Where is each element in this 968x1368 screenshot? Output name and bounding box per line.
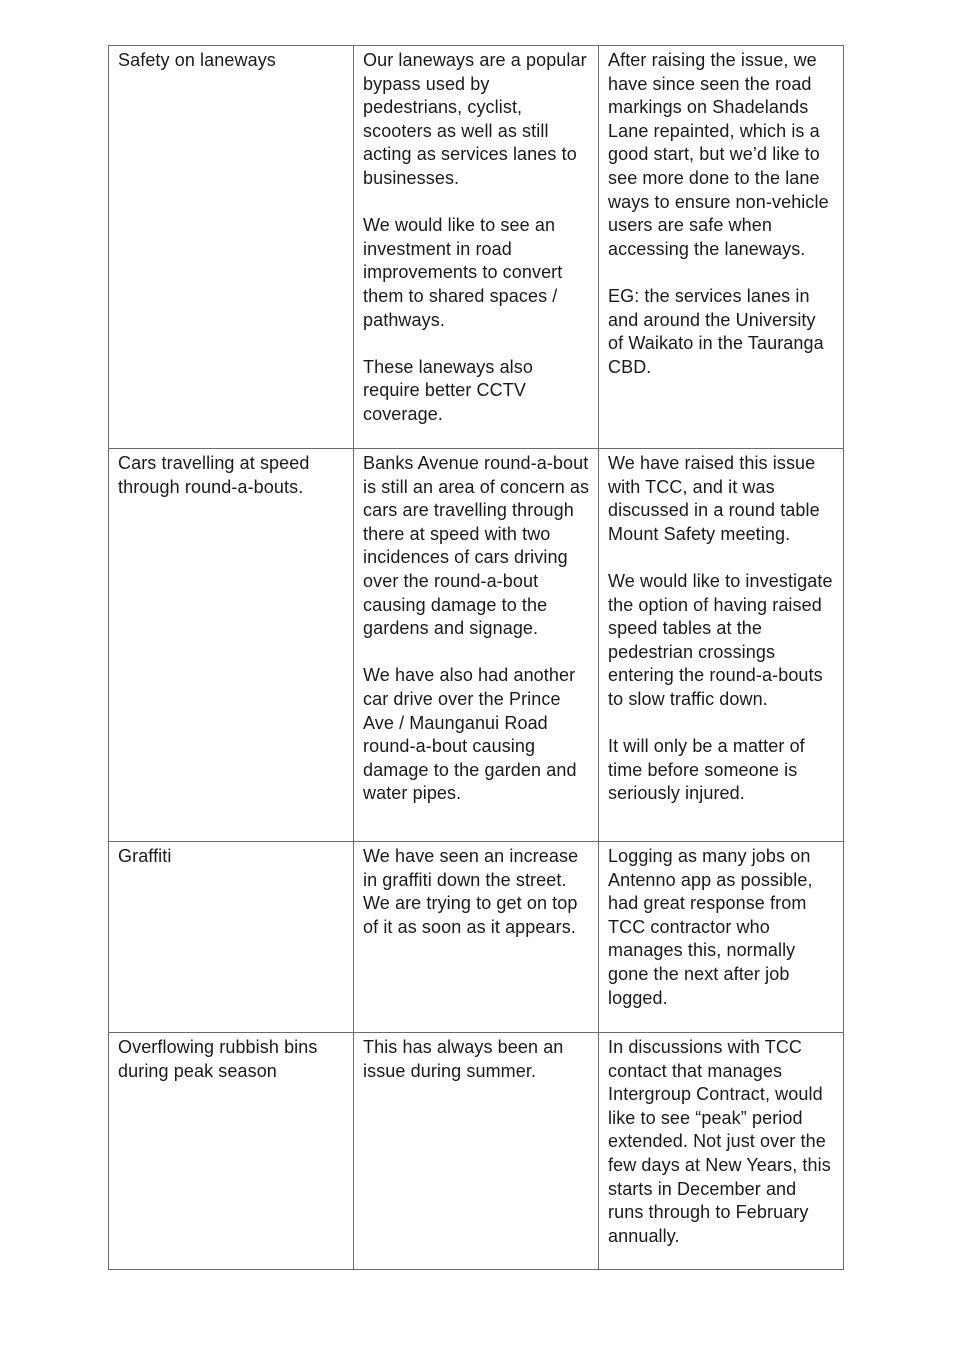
issue-cell [109,449,354,842]
actions-cell [599,1033,844,1270]
actions-paragraph: Logging as many jobs on Antenno app as possible, had great response from TCC contractor who manages this, normally gone the next after job logged. [608,846,813,1008]
issue-cell [109,842,354,1033]
table-row [109,449,844,842]
details-paragraph: Our laneways are a popular bypass used by pedestrians, cyclist, scooters as well as still acting as services lanes to businesses. [363,50,587,188]
issue-cell [109,46,354,449]
actions-paragraph: It will only be a matter of time before someone is seriously injured. [608,736,805,804]
actions-paragraph: We would like to investigate the option of having raised speed tables at the pedestrian crossings entering the round-a-bouts to slow traffic down. [608,570,833,709]
details-cell [354,1033,599,1270]
issue-text: Safety on laneways [118,50,276,70]
issues-table [108,45,844,1270]
actions-paragraph: We have raised this issue with TCC, and it was discussed in a round table Mount Safety meeting. [608,453,820,544]
actions-cell [599,842,844,1033]
table-row [109,1033,844,1270]
details-cell [354,842,599,1033]
details-cell [354,449,599,842]
issue-text: Cars travelling at speed through round-a-bouts. [118,453,310,497]
issue-text: Graffiti [118,846,172,866]
actions-paragraph: After raising the issue, we have since seen the road markings on Shadelands Lane repainted, which is a good start, but we’d like to see more done to the lane ways to ensure non-vehicle users are safe when accessing the laneways. [608,50,829,259]
issue-text: Overflowing rubbish bins during peak season [118,1037,318,1081]
details-paragraph: We have seen an increase in graffiti down the street. We are trying to get on top of it as soon as it appears. [363,846,579,937]
details-paragraph: These laneways also require better CCTV coverage. [363,356,533,424]
details-cell [354,46,599,449]
actions-paragraph: EG: the services lanes in and around the University of Waikato in the Tauranga CBD. [608,285,824,377]
actions-paragraph: In discussions with TCC contact that manages Intergroup Contract, would like to see “peak” period extended. Not just over the few days at New Years, this starts in December and runs through to February annually. [608,1037,831,1246]
details-paragraph: Banks Avenue round-a-bout is still an area of concern as cars are travelling through there at speed with two incidences of cars driving over the round-a-bout causing damage to the gardens and signage. [363,453,590,639]
table-row [109,46,844,449]
details-paragraph: We have also had another car drive over the Prince Ave / Maunganui Road round-a-bout causing damage to the garden and water pipes. [363,665,577,804]
details-paragraph: We would like to see an investment in road improvements to convert them to shared spaces / pathways. [363,215,563,330]
details-paragraph: This has always been an issue during summer. [363,1037,564,1081]
actions-cell [599,449,844,842]
issue-cell [109,1033,354,1270]
table-row [109,842,844,1033]
actions-cell [599,46,844,449]
